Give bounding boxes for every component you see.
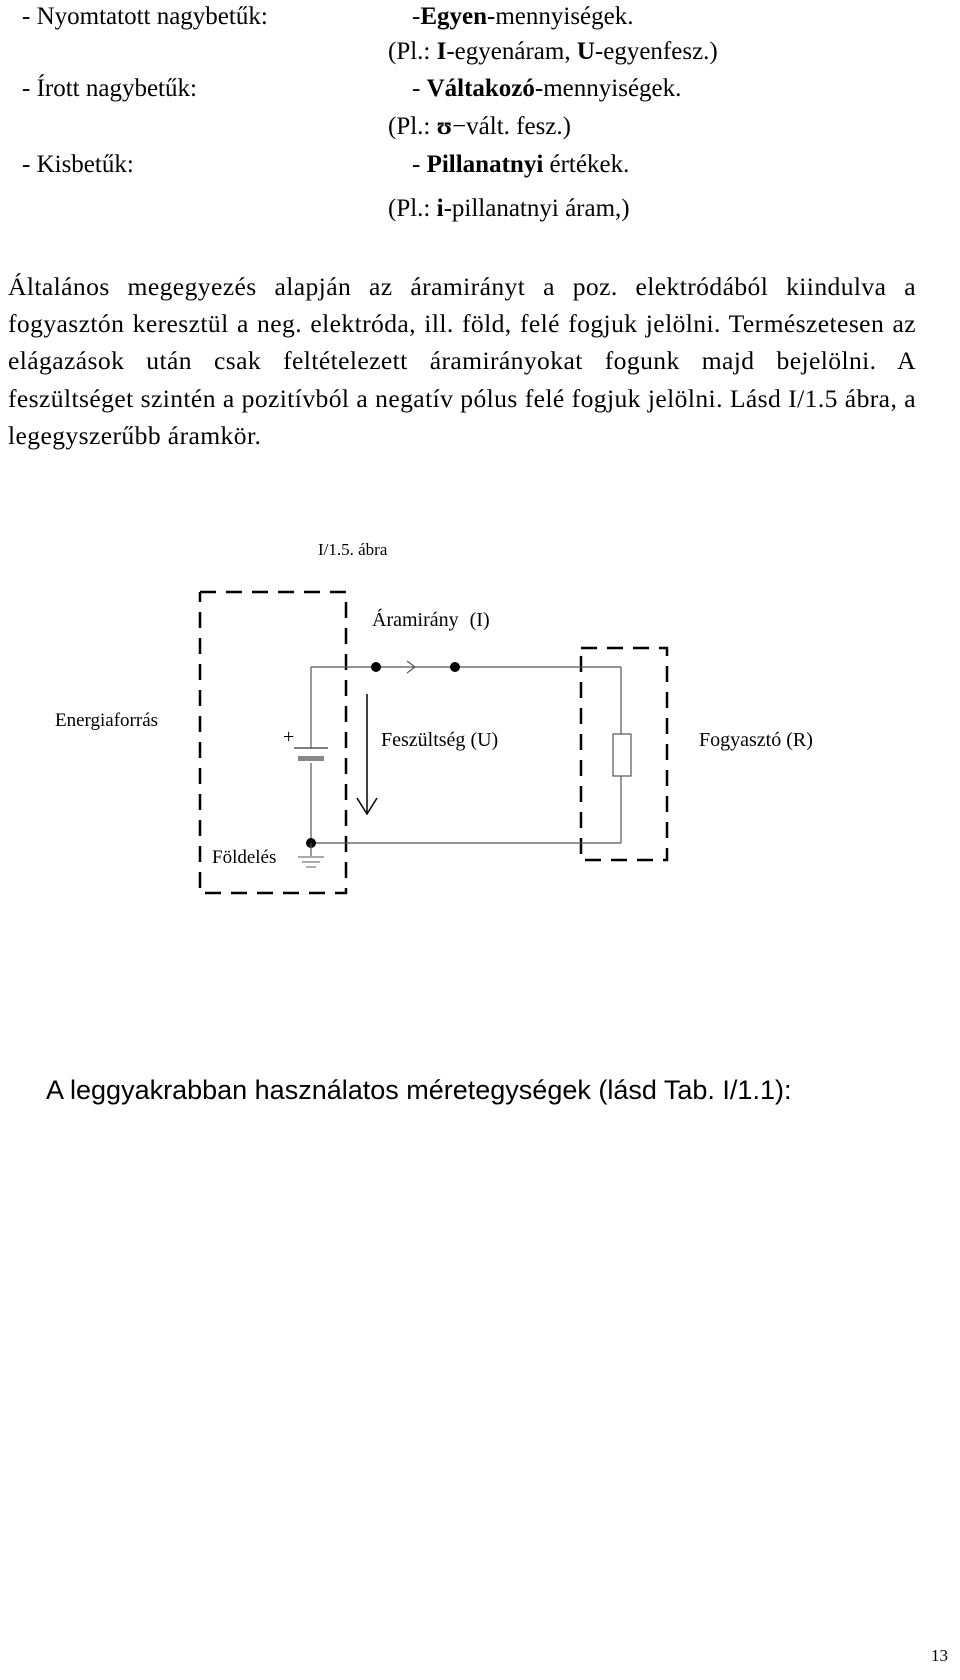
legend-label: - Kisbetűk: xyxy=(22,151,134,178)
circuit-diagram xyxy=(0,530,960,910)
legend-value: - Váltakozó-mennyiségek. xyxy=(412,75,682,102)
page-number: 13 xyxy=(931,1646,948,1665)
section-caption: A leggyakrabban használatos méretegységek (lásd Tab. I/1.1): xyxy=(46,1075,792,1105)
legend-value: -Egyen-mennyiségek. xyxy=(412,3,634,30)
legend-value: - Pillanatnyi értékek. xyxy=(412,151,630,178)
resistor-symbol xyxy=(613,734,631,776)
node-dot xyxy=(450,662,460,672)
legend-example: (Pl.: I-egyenáram, U-egyenfesz.) xyxy=(388,38,718,65)
figure-title: I/1.5. ábra xyxy=(318,540,388,559)
body-paragraph: Általános megegyezés alapján az áramirányt a poz. elektródából kiindulva a fogyasztón keresztül a neg. elektróda, ill. föld, felé fogjuk jelölni. Természetesen az elágazások után csak feltételezett áramirányokat fogunk majd bejelölni. A feszültséget szintén a pozitívból a negatív pólus felé fogjuk jelölni. Lásd I/1.5 ábra, a legegyszerűbb áramkör. xyxy=(8,272,916,450)
ground-label: Földelés xyxy=(212,847,277,868)
plus-sign: + xyxy=(283,726,295,748)
legend-label: - Nyomtatott nagybetűk: xyxy=(22,3,268,30)
node-dot xyxy=(371,662,381,672)
battery-plate-negative xyxy=(298,756,324,761)
load-label: Fogyasztó (R) xyxy=(699,729,813,751)
legend-label: - Írott nagybetűk: xyxy=(22,75,197,102)
legend-example: (Pl.: ʊ−vált. fesz.) xyxy=(388,113,571,140)
legend-example: (Pl.: i-pillanatnyi áram,) xyxy=(388,195,630,222)
source-label: Energiaforrás xyxy=(55,710,159,731)
voltage-label: Feszültség (U) xyxy=(381,729,499,751)
current-label: Áramirány (I) xyxy=(372,609,490,631)
circuit-figure xyxy=(0,530,960,915)
